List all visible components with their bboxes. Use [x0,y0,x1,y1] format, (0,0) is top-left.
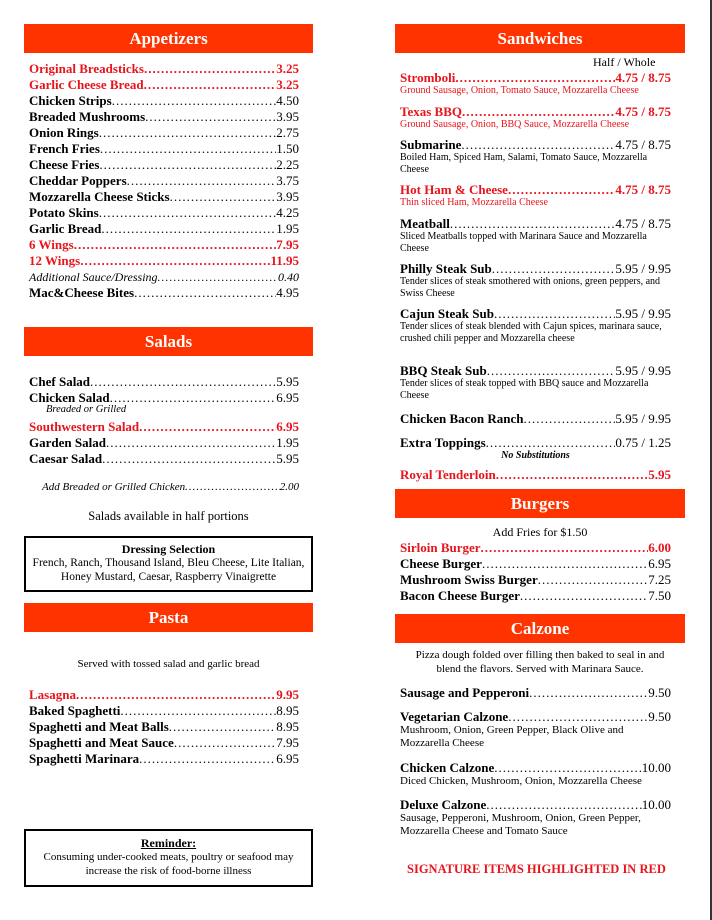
cajun-steak-sub-row [400,306,671,322]
lasagna-row [29,687,299,703]
chicken-strips-price: 4.50 [276,93,299,108]
bbq-steak-sub-description: Tender slices of steak topped with BBQ sauce and Mozzarella Cheese [400,378,649,401]
6-wings-name: 6 Wings [29,237,74,252]
garden-salad-name: Garden Salad [29,435,106,450]
vegetarian-calzone-description: Mushroom, Onion, Green Pepper, Black Olive and Mozzarella Cheese [400,724,624,749]
bbq-steak-sub-row [400,363,671,379]
caesar-salad-price: 5.95 [276,451,299,466]
cheese-fries-row [29,157,299,173]
sausage-and-pepperoni-price: 9.50 [648,685,671,700]
garlic-cheese-bread-name: Garlic Cheese Bread [29,77,144,92]
spaghetti-and-meat-sauce-name: Spaghetti and Meat Sauce [29,735,174,750]
vegetarian-calzone-name: Vegetarian Calzone [400,709,509,724]
sausage-and-pepperoni-name: Sausage and Pepperoni [400,685,530,700]
onion-rings-price: 2.75 [276,125,299,140]
french-fries-name: French Fries [29,141,100,156]
sandwich-size-header: Half / Whole [593,55,656,69]
texas-bbq-description: Ground Sausage, Onion, BBQ Sauce, Mozzarella Cheese [400,119,630,130]
hot-ham-cheese-price: 4.75 / 8.75 [615,182,671,197]
philly-steak-sub-description: Tender slices of steak smothered with onions, green peppers, and Swiss Cheese [400,276,661,299]
reminder-text: Consuming under-cooked meats, poultry or seafood may increase the risk of food-borne illness [43,851,294,877]
cheese-fries-name: Cheese Fries [29,157,100,172]
royal-tenderloin-price: 5.95 [648,467,671,482]
sandwiches-banner: Sandwiches [395,24,685,53]
garlic-bread-row [29,221,299,237]
chicken-salad-price: 6.95 [276,390,299,405]
additional-sauce-dressing-price: 0.40 [278,270,299,284]
stromboli-row [400,70,671,86]
onion-rings-row [29,125,299,141]
vegetarian-calzone-row [400,709,671,725]
bacon-cheese-burger-row [400,588,671,604]
garlic-cheese-bread-row [29,77,299,93]
submarine-row [400,137,671,153]
hot-ham-cheese-row [400,182,671,198]
southwestern-salad-name: Southwestern Salad [29,419,140,434]
mushroom-swiss-burger-name: Mushroom Swiss Burger [400,572,538,587]
bacon-cheese-burger-name: Bacon Cheese Burger [400,588,520,603]
spaghetti-marinara-price: 6.95 [276,751,299,766]
texas-bbq-price: 4.75 / 8.75 [615,104,671,119]
chicken-calzone-price: 10.00 [641,760,671,775]
baked-spaghetti-row [29,703,299,719]
french-fries-price: 1.50 [276,141,299,156]
cheddar-poppers-row [29,173,299,189]
original-breadsticks-name: Original Breadsticks [29,61,144,76]
deluxe-calzone-description: Sausage, Pepperoni, Mushroom, Onion, Green Pepper, Mozzarella Cheese and Tomato Sauce [400,812,641,837]
calzone-note: Pizza dough folded over filling then baked to seal in and blend the flavors. Served with Marinara Sauce. [415,649,665,675]
cheddar-poppers-name: Cheddar Poppers [29,173,127,188]
chicken-strips-name: Chicken Strips [29,93,112,108]
baked-spaghetti-name: Baked Spaghetti [29,703,121,718]
garden-salad-row [29,435,299,451]
baked-spaghetti-price: 8.95 [276,703,299,718]
submarine-description: Boiled Ham, Spiced Ham, Salami, Tomato Sauce, Mozzarella Cheese [400,152,648,175]
burgers-note: Add Fries for $1.50 [492,525,588,539]
12-wings-row [29,253,299,269]
onion-rings-name: Onion Rings [29,125,99,140]
half-portions-note: Salads available in half portions [88,509,249,523]
mushroom-swiss-burger-price: 7.25 [648,572,671,587]
philly-steak-sub-row [400,261,671,277]
garden-salad-price: 1.95 [276,435,299,450]
chicken-bacon-ranch-row [400,411,671,427]
appetizers-banner: Appetizers [24,24,313,53]
cheese-burger-price: 6.95 [648,556,671,571]
calzone-banner: Calzone [395,614,685,643]
chicken-salad-name: Chicken Salad [29,390,110,405]
chef-salad-name: Chef Salad [29,374,91,389]
12-wings-price: 11.95 [270,253,299,268]
lasagna-name: Lasagna [29,687,76,702]
reminder-box [24,829,313,887]
deluxe-calzone-row [400,797,671,813]
dressing-title: Dressing Selection [121,542,216,556]
6-wings-price: 7.95 [276,237,299,252]
garlic-cheese-bread-price: 3.25 [276,77,299,92]
extra-toppings-price: 0.75 / 1.25 [615,435,671,450]
spaghetti-marinara-row [29,751,299,767]
burgers-banner: Burgers [395,489,685,518]
vegetarian-calzone-price: 9.50 [648,709,671,724]
dressing-selection-box [24,536,313,592]
cheese-burger-name: Cheese Burger [400,556,482,571]
sausage-and-pepperoni-row [400,685,671,701]
additional-sauce-dressing-name: Additional Sauce/Dressing [29,270,158,284]
mac-cheese-bites-row [29,285,299,301]
french-fries-row [29,141,299,157]
add-chicken-row [42,479,299,495]
add-chicken-price: 2.00 [279,481,299,493]
cajun-steak-sub-description: Tender slices of steak blended with Cajun spices, marinara sauce, crushed chili pepper and Mozzarella cheese [400,321,662,344]
sirloin-burger-price: 6.00 [648,540,671,555]
reminder-title: Reminder: [140,836,197,850]
spaghetti-marinara-name: Spaghetti Marinara [29,751,140,766]
spaghetti-and-meat-balls-row [29,719,299,735]
spaghetti-and-meat-balls-price: 8.95 [276,719,299,734]
6-wings-row [29,237,299,253]
deluxe-calzone-price: 10.00 [641,797,671,812]
royal-tenderloin-row [400,467,671,483]
meatball-name: Meatball [400,216,450,231]
cheese-fries-price: 2.25 [276,157,299,172]
original-breadsticks-price: 3.25 [276,61,299,76]
pasta-banner: Pasta [24,603,313,632]
caesar-salad-row [29,451,299,467]
mozzarella-cheese-sticks-row [29,189,299,205]
southwestern-salad-row [29,419,299,435]
potato-skins-price: 4.25 [276,205,299,220]
meatball-price: 4.75 / 8.75 [615,216,671,231]
cajun-steak-sub-price: 5.95 / 9.95 [615,306,671,321]
bacon-cheese-burger-price: 7.50 [648,588,671,603]
breaded-mushrooms-price: 3.95 [276,109,299,124]
submarine-name: Submarine [400,137,462,152]
deluxe-calzone-name: Deluxe Calzone [400,797,487,812]
caesar-salad-name: Caesar Salad [29,451,103,466]
pasta-note: Served with tossed salad and garlic bread [77,658,260,670]
chicken-bacon-ranch-price: 5.95 / 9.95 [615,411,671,426]
chicken-strips-row [29,93,299,109]
garlic-bread-price: 1.95 [276,221,299,236]
meatball-description: Sliced Meatballs topped with Marinara Sauce and Mozzarella Cheese [400,231,647,254]
extra-toppings-description: No Substitutions [501,450,570,461]
garlic-bread-name: Garlic Bread [29,221,102,236]
lasagna-price: 9.95 [276,687,299,702]
potato-skins-name: Potato Skins [29,205,99,220]
cheese-burger-row [400,556,671,572]
philly-steak-sub-price: 5.95 / 9.95 [615,261,671,276]
spaghetti-and-meat-sauce-price: 7.95 [276,735,299,750]
mozzarella-cheese-sticks-price: 3.95 [276,189,299,204]
stromboli-price: 4.75 / 8.75 [615,70,671,85]
signature-note: SIGNATURE ITEMS HIGHLIGHTED IN RED [407,862,666,876]
hot-ham-cheese-description: Thin sliced Ham, Mozzarella Cheese [400,197,548,208]
texas-bbq-row [400,104,671,120]
chef-salad-row [29,374,299,390]
mac-cheese-bites-name: Mac&Cheese Bites [29,285,135,300]
sirloin-burger-name: Sirloin Burger [400,540,481,555]
extra-toppings-row [400,435,671,451]
potato-skins-row [29,205,299,221]
salads-banner: Salads [24,327,313,356]
bbq-steak-sub-name: BBQ Steak Sub [400,363,487,378]
hot-ham-cheese-name: Hot Ham & Cheese [400,182,508,197]
submarine-price: 4.75 / 8.75 [615,137,671,152]
additional-sauce-dressing-row [29,269,299,285]
breaded-mushrooms-name: Breaded Mushrooms [29,109,146,124]
mac-cheese-bites-price: 4.95 [276,285,299,300]
chicken-calzone-name: Chicken Calzone [400,760,495,775]
mozzarella-cheese-sticks-name: Mozzarella Cheese Sticks [29,189,170,204]
philly-steak-sub-name: Philly Steak Sub [400,261,492,276]
chicken-calzone-description: Diced Chicken, Mushroom, Onion, Mozzarella Cheese [400,775,642,787]
bbq-steak-sub-price: 5.95 / 9.95 [615,363,671,378]
breaded-mushrooms-row [29,109,299,125]
right-column [395,0,685,920]
chicken-bacon-ranch-name: Chicken Bacon Ranch [400,411,524,426]
chicken-salad-note: Breaded or Grilled [46,404,127,415]
southwestern-salad-price: 6.95 [276,419,299,434]
cheddar-poppers-price: 3.75 [276,173,299,188]
stromboli-name: Stromboli [400,70,456,85]
texas-bbq-name: Texas BBQ [400,104,463,119]
extra-toppings-name: Extra Toppings [400,435,486,450]
spaghetti-and-meat-balls-name: Spaghetti and Meat Balls [29,719,169,734]
spaghetti-and-meat-sauce-row [29,735,299,751]
chicken-calzone-row [400,760,671,776]
mushroom-swiss-burger-row [400,572,671,588]
sirloin-burger-row [400,540,671,556]
meatball-row [400,216,671,232]
original-breadsticks-row [29,61,299,77]
stromboli-description: Ground Sausage, Onion, Tomato Sauce, Mozzarella Cheese [400,85,639,96]
chef-salad-price: 5.95 [276,374,299,389]
add-chicken-label: Add Breaded or Grilled Chicken [42,481,186,493]
royal-tenderloin-name: Royal Tenderloin [400,467,496,482]
12-wings-name: 12 Wings [29,253,81,268]
cajun-steak-sub-name: Cajun Steak Sub [400,306,494,321]
dressing-list: French, Ranch, Thousand Island, Bleu Cheese, Lite Italian, Honey Mustard, Caesar, Raspberry Vinaigrette [32,557,305,583]
left-column [24,0,313,920]
